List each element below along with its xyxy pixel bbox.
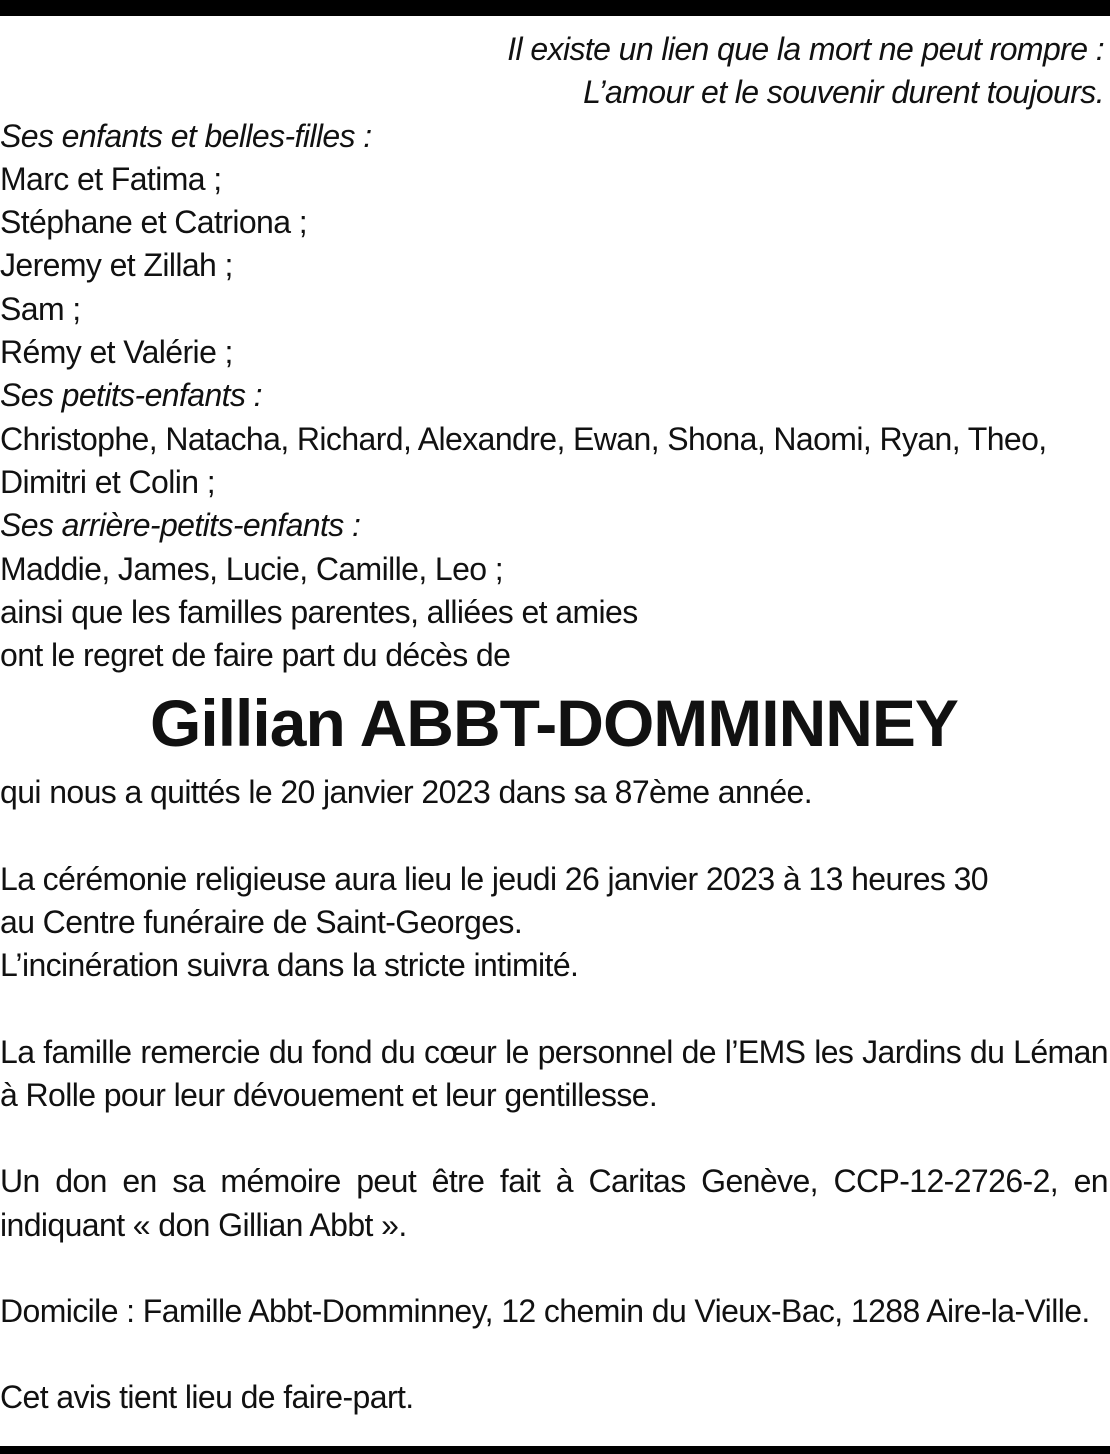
ceremony-line: au Centre funéraire de Saint-Georges. — [0, 904, 523, 941]
epigraph-line-2: L’amour et le souvenir durent toujours. — [583, 74, 1104, 111]
donation-paragraph: Un don en sa mémoire peut être fait à Caritas Genève, CCP-12-2726-2, en indiquant « don Gillian Abbt ». — [0, 1163, 1108, 1243]
grandchildren-line: Dimitri et Colin ; — [0, 463, 216, 500]
family-closing-line: ont le regret de faire part du décès de — [0, 637, 511, 674]
top-border-rule — [0, 0, 1110, 16]
children-entry: Sam ; — [0, 290, 81, 327]
bottom-border-rule — [0, 1446, 1110, 1454]
obituary-notice — [0, 28, 1108, 1419]
great-grandchildren-heading: Ses arrière-petits-enfants : — [0, 507, 361, 544]
epigraph — [0, 28, 1108, 115]
deceased-name: Gillian ABBT-DOMMINNEY — [150, 686, 958, 761]
notice-line: Cet avis tient lieu de faire-part. — [0, 1379, 414, 1416]
children-entry: Rémy et Valérie ; — [0, 334, 233, 371]
children-heading: Ses enfants et belles-filles : — [0, 117, 372, 154]
ceremony-details — [0, 858, 1108, 988]
thanks-paragraph: La famille remercie du fond du cœur le personnel de l’EMS les Jardins du Léman à Rolle pour leur dévouement et leur gentillesse. — [0, 1033, 1108, 1113]
children-entry: Marc et Fatima ; — [0, 160, 222, 197]
family-list — [0, 115, 1108, 678]
ceremony-line: La cérémonie religieuse aura lieu le jeudi 26 janvier 2023 à 13 heures 30 — [0, 860, 988, 897]
children-entry: Stéphane et Catriona ; — [0, 204, 308, 241]
family-closing-line: ainsi que les familles parentes, alliées et amies — [0, 593, 638, 630]
domicile-line: Domicile : Famille Abbt-Domminney, 12 chemin du Vieux-Bac, 1288 Aire-la-Ville. — [0, 1292, 1090, 1329]
passing-statement: qui nous a quittés le 20 janvier 2023 dans sa 87ème année. — [0, 774, 813, 811]
epigraph-line-1: Il existe un lien que la mort ne peut rompre : — [507, 31, 1104, 67]
great-grandchildren-line: Maddie, James, Lucie, Camille, Leo ; — [0, 550, 504, 587]
children-entry: Jeremy et Zillah ; — [0, 247, 233, 284]
grandchildren-heading: Ses petits-enfants : — [0, 377, 262, 414]
grandchildren-line: Christophe, Natacha, Richard, Alexandre, Ewan, Shona, Naomi, Ryan, Theo, — [0, 420, 1047, 457]
ceremony-line: L’incinération suivra dans la stricte intimité. — [0, 947, 579, 984]
